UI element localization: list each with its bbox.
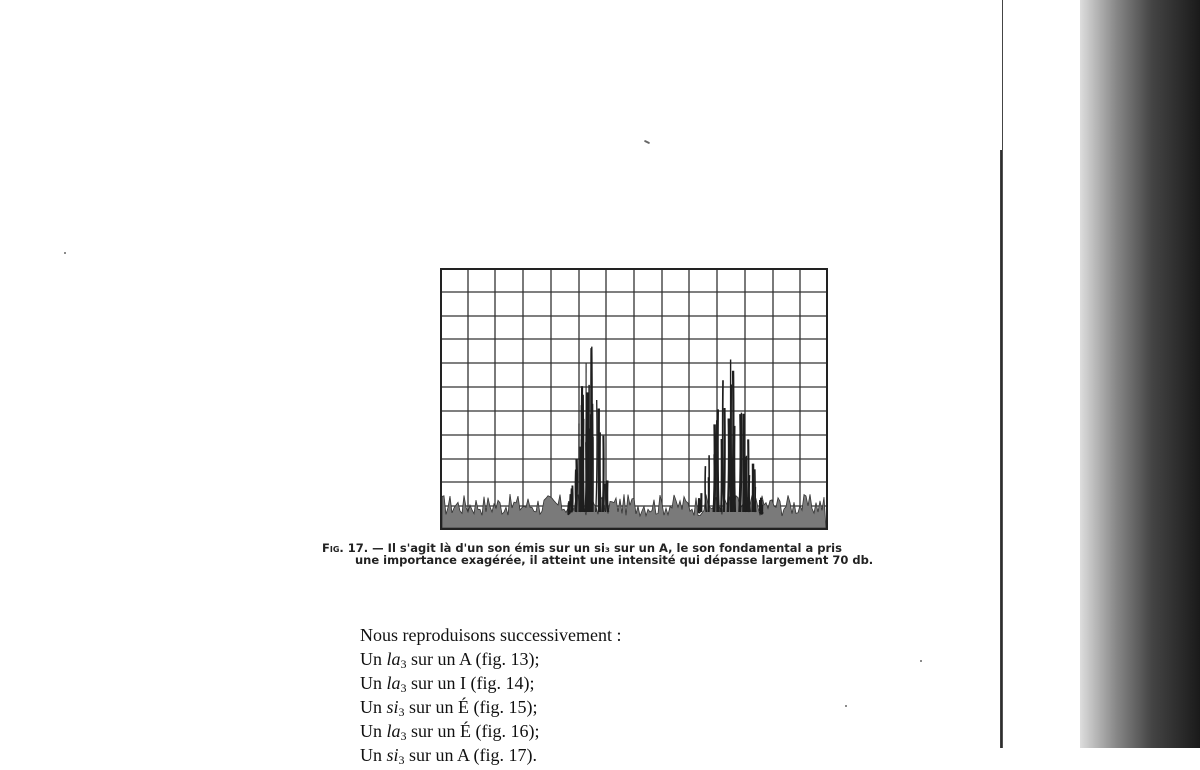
note-octave: 3 (399, 705, 405, 719)
note-name: la (387, 649, 401, 669)
peak-spike (761, 498, 762, 513)
item-suffix: sur un É (fig. 15); (405, 697, 538, 717)
note-octave: 3 (401, 729, 407, 743)
note-name: la (387, 721, 401, 741)
item-prefix: Un (360, 721, 387, 741)
scan-speck (64, 252, 66, 254)
list-item (360, 674, 621, 698)
peak-spike (748, 439, 749, 512)
note-octave: 3 (401, 657, 407, 671)
spectrogram-grid (440, 268, 828, 530)
note-octave: 3 (399, 753, 405, 767)
spectrogram-figure (440, 268, 828, 530)
item-note (387, 673, 407, 693)
scan-speck (920, 660, 922, 662)
scan-speck (845, 705, 847, 707)
peak-spike (581, 405, 582, 512)
caption-fig-label: Fig. 17. (322, 541, 368, 555)
item-suffix: sur un É (fig. 16); (407, 721, 540, 741)
caption-text-1: — Il s'agit là d'un son émis sur un si₃ sur un A, le son fondamental a pris (368, 541, 842, 555)
item-suffix: sur un A (fig. 13); (407, 649, 540, 669)
note-name: si (387, 697, 399, 717)
peak-spike (728, 419, 729, 513)
page-fold-line-upper (1002, 0, 1003, 150)
item-suffix: sur un I (fig. 14); (407, 673, 535, 693)
item-note (387, 745, 405, 765)
figure-caption (322, 542, 952, 566)
body-intro: Nous reproduisons successivement : (360, 626, 621, 645)
list-item (360, 746, 621, 770)
list-item (360, 722, 621, 746)
page-fold-line (1000, 150, 1003, 748)
item-note (387, 649, 407, 669)
spectrogram-noise-band (442, 494, 826, 528)
item-note (387, 697, 405, 717)
item-prefix: Un (360, 745, 387, 765)
peak-spike (603, 436, 604, 512)
peak-spike (739, 414, 740, 512)
note-name: la (387, 673, 401, 693)
list-item (360, 650, 621, 674)
item-suffix: sur un A (fig. 17). (405, 745, 538, 765)
peak-spike (732, 371, 733, 512)
item-prefix: Un (360, 697, 387, 717)
item-prefix: Un (360, 673, 387, 693)
peak-spike (721, 439, 722, 512)
peak-spike (723, 380, 724, 512)
peak-spike (714, 454, 715, 512)
body-text (360, 626, 621, 770)
peak-spike (744, 455, 745, 512)
caption-line-2: une importance exagérée, il atteint une intensité qui dépasse largement 70 db. (322, 554, 952, 566)
scan-speck (644, 140, 650, 144)
peak-spike (607, 480, 608, 512)
peak-spike (705, 466, 706, 512)
item-prefix: Un (360, 649, 387, 669)
spectrogram-peaks (568, 347, 762, 515)
note-octave: 3 (401, 681, 407, 695)
list-item (360, 698, 621, 722)
binding-shadow (1080, 0, 1200, 748)
item-note (387, 721, 407, 741)
peak-spike (596, 400, 597, 512)
note-name: si (387, 745, 399, 765)
spectrogram-plot (440, 268, 828, 530)
noise-band (442, 494, 826, 528)
